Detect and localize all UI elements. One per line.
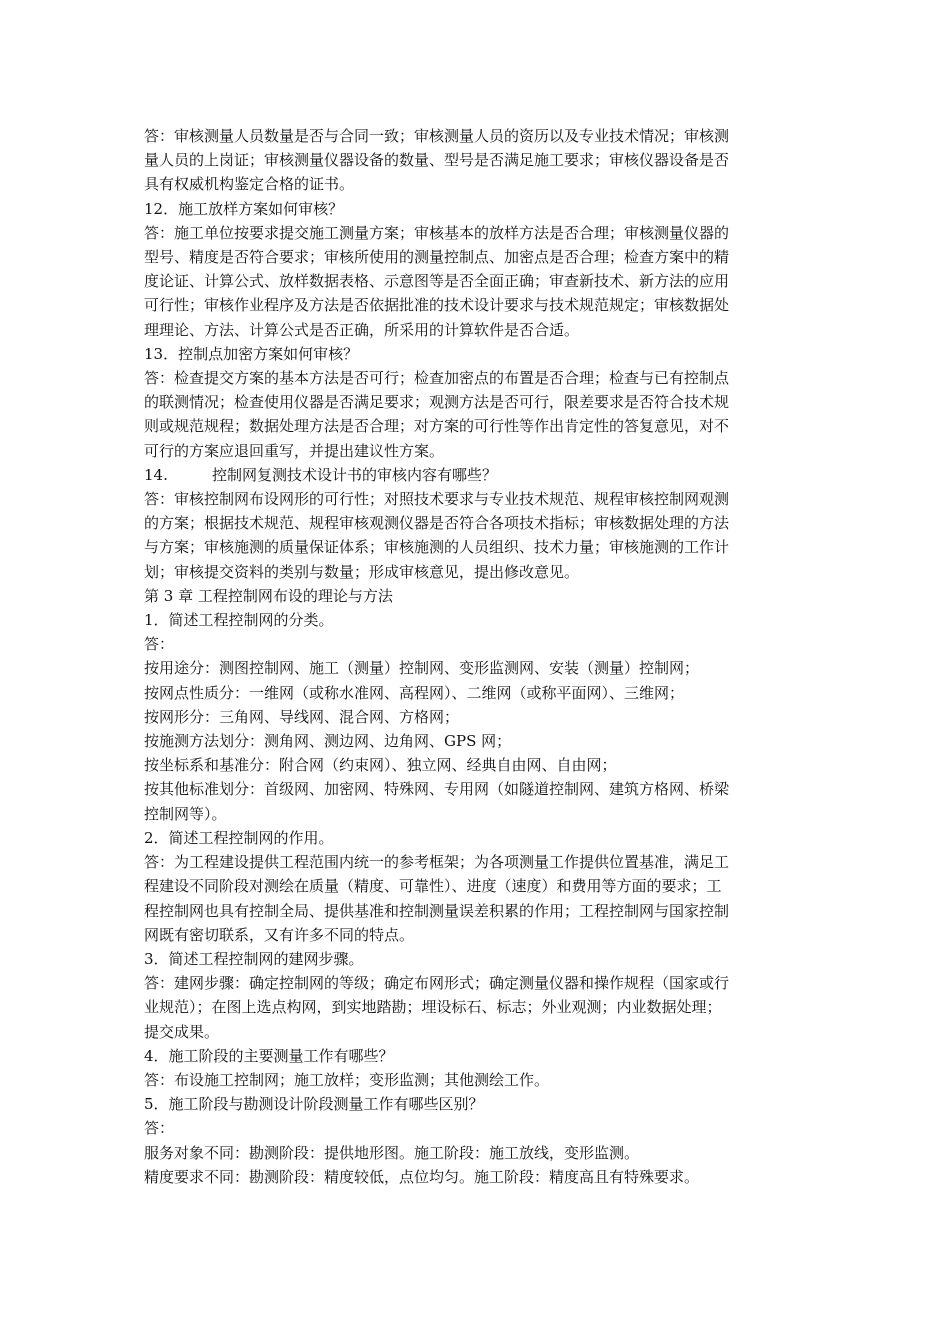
answer-paragraph xyxy=(144,850,808,947)
text-line: 具有权威机构鉴定合格的证书。 xyxy=(144,175,355,194)
text-line: 的联测情况；检查使用仪器是否满足要求；观测方法是否可行，限差要求是否符合技术规 xyxy=(144,393,730,412)
text-line: 提交成果。 xyxy=(144,1022,220,1041)
question-heading xyxy=(144,1044,808,1068)
text-line: 答：为工程建设提供工程范围内统一的参考框架；为各项测量工作提供位置基准，满足工 xyxy=(144,853,730,872)
text-line: 3．简述工程控制网的建网步骤。 xyxy=(144,949,364,968)
answer-paragraph xyxy=(144,753,808,777)
text-line: 量人员的上岗证；审核测量仪器设备的数量、型号是否满足施工要求；审核仪器设备是否 xyxy=(144,151,730,170)
answer-paragraph xyxy=(144,1116,808,1140)
text-line: 与方案；审核施测的质量保证体系；审核施测的人员组织、技术力量；审核施测的工作计 xyxy=(144,538,730,557)
text-line: 可行的方案应退回重写，并提出建议性方案。 xyxy=(144,441,445,460)
answer-paragraph xyxy=(144,656,808,680)
question-number: 14. xyxy=(144,465,168,484)
question-heading xyxy=(144,197,808,221)
answer-paragraph xyxy=(144,681,808,705)
text-line: 答：检查提交方案的基本方法是否可行；检查加密点的布置是否合理；检查与已有控制点 xyxy=(144,369,730,388)
text-line: 按网点性质分：一维网（或称水准网、高程网）、二维网（或称平面网）、三维网； xyxy=(144,683,685,702)
text-line: 答：审核测量人员数量是否与合同一致；审核测量人员的资历以及专业技术情况；审核测 xyxy=(144,127,730,145)
answer-paragraph xyxy=(144,971,808,1044)
text-line: 答： xyxy=(144,1119,175,1138)
text-line: 度论证、计算公式、放样数据表格、示意图等是否全面正确；审查新技术、新方法的应用 xyxy=(144,272,730,291)
answer-paragraph xyxy=(144,487,808,584)
text-line: 第 3 章 工程控制网布设的理论与方法 xyxy=(144,586,393,605)
text-line: 4．施工阶段的主要测量工作有哪些？ xyxy=(144,1046,394,1065)
question-line xyxy=(144,463,808,487)
text-line: 按坐标系和基准分：附合网（约束网）、独立网、经典自由网、自由网； xyxy=(144,756,617,775)
answer-paragraph xyxy=(144,729,808,753)
text-line: 答：建网步骤：确定控制网的等级；确定布网形式；确定测量仪器和操作规程（国家或行 xyxy=(144,974,730,993)
answer-paragraph xyxy=(144,1068,808,1092)
answer-paragraph xyxy=(144,124,808,197)
question-heading xyxy=(144,826,808,850)
text-line: 网既有密切联系，又有许多不同的特点。 xyxy=(144,925,415,944)
text-line: 答： xyxy=(144,635,175,654)
answer-paragraph xyxy=(144,705,808,729)
question-heading xyxy=(144,1092,808,1116)
answer-paragraph xyxy=(144,1165,808,1189)
question-heading xyxy=(144,947,808,971)
text-line: 1．简述工程控制网的分类。 xyxy=(144,611,334,630)
text-line: 精度要求不同：勘测阶段：精度较低，点位均匀。施工阶段：精度高且有特殊要求。 xyxy=(144,1167,700,1186)
text-line: 按网形分：三角网、导线网、混合网、方格网； xyxy=(144,707,460,726)
question-heading xyxy=(144,463,808,487)
text-line: 2．简述工程控制网的作用。 xyxy=(144,828,334,847)
answer-paragraph xyxy=(144,221,808,342)
question-text: 控制网复测技术设计书的审核内容有哪些？ xyxy=(212,465,498,484)
text-line: 程控制网也具有控制全局、提供基准和控制测量误差积累的作用；工程控制网与国家控制 xyxy=(144,901,730,920)
text-line: 理理论、方法、计算公式是否正确，所采用的计算软件是否合适。 xyxy=(144,320,580,339)
text-line: 答：施工单位按要求提交施工测量方案；审核基本的放样方法是否合理；审核测量仪器的 xyxy=(144,223,730,242)
answer-paragraph xyxy=(144,1141,808,1165)
question-heading xyxy=(144,342,808,366)
document-page xyxy=(144,124,808,1189)
text-line: 可行性；审核作业程序及方法是否依据批准的技术设计要求与技术规范规定；审核数据处 xyxy=(144,296,730,315)
text-line: 控制网等）。 xyxy=(144,804,227,823)
text-line: 的方案；根据技术规范、规程审核观测仪器是否符合各项技术指标；审核数据处理的方法 xyxy=(144,514,730,533)
text-line: 12．施工放样方案如何审核？ xyxy=(144,199,344,218)
question-heading xyxy=(144,608,808,632)
text-line: 答：布设施工控制网；施工放样；变形监测；其他测绘工作。 xyxy=(144,1070,550,1089)
text-line: 程建设不同阶段对测绘在质量（精度、可靠性）、进度（速度）和费用等方面的要求；工 xyxy=(144,877,722,896)
answer-paragraph xyxy=(144,632,808,656)
chapter-heading xyxy=(144,584,808,608)
text-line: 13．控制点加密方案如何审核？ xyxy=(144,344,359,363)
text-line: 答：审核控制网布设网形的可行性；对照技术要求与专业技术规范、规程审核控制网观测 xyxy=(144,490,730,509)
text-line: 5．施工阶段与勘测设计阶段测量工作有哪些区别？ xyxy=(144,1095,484,1114)
answer-paragraph xyxy=(144,366,808,463)
text-line: 按其他标准划分：首级网、加密网、特殊网、专用网（如隧道控制网、建筑方格网、桥梁 xyxy=(144,780,730,799)
text-line: 业规范）；在图上选点构网，到实地踏勘；埋设标石、标志；外业观测；内业数据处理； xyxy=(144,998,722,1017)
text-line: 按施测方法划分：测角网、测边网、边角网、GPS 网； xyxy=(144,732,512,751)
text-line: 则或规范规程；数据处理方法是否合理；对方案的可行性等作出肯定性的答复意见，对不 xyxy=(144,417,730,436)
text-line: 服务对象不同：勘测阶段：提供地形图。施工阶段：施工放线，变形监测。 xyxy=(144,1143,640,1162)
text-line: 划；审核提交资料的类别与数量；形成审核意见，提出修改意见。 xyxy=(144,562,580,581)
text-line: 按用途分：测图控制网、施工（测量）控制网、变形监测网、安装（测量）控制网； xyxy=(144,659,700,678)
answer-paragraph xyxy=(144,777,808,825)
text-line: 型号、精度是否符合要求；审核所使用的测量控制点、加密点是否合理；检查方案中的精 xyxy=(144,248,730,267)
